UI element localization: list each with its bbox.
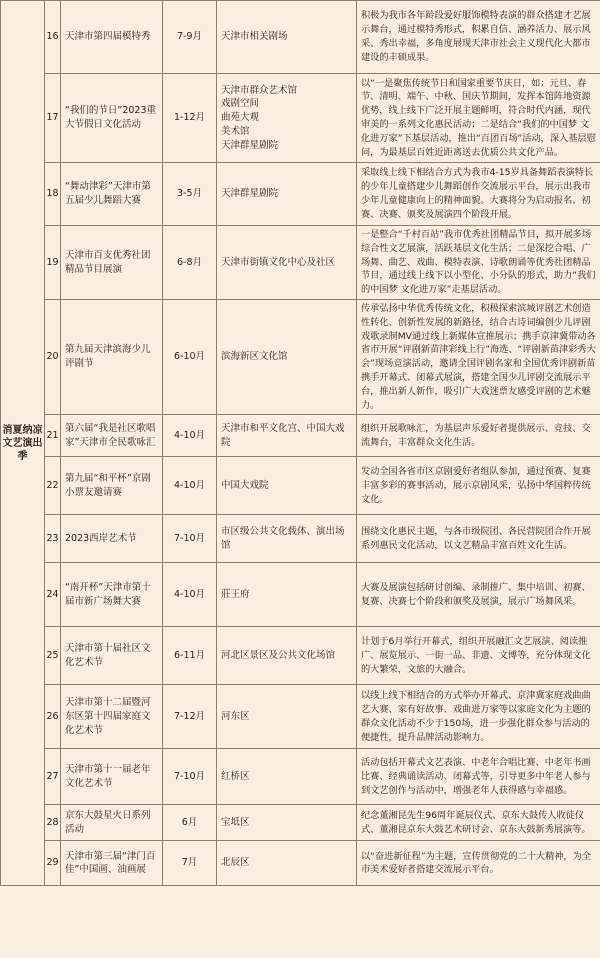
activity-time: 4-10月 xyxy=(163,457,217,515)
table-row xyxy=(1,457,600,515)
activity-venue: 河东区 xyxy=(217,685,357,749)
activity-time: 4-10月 xyxy=(163,415,217,457)
activity-time: 3-5月 xyxy=(163,163,217,226)
activity-venue: 市区级公共文化载体、演出场馆 xyxy=(217,515,357,563)
activity-venue: 天津市街镇文化中心及社区 xyxy=(217,226,357,300)
activity-venue: 天津市群众艺术馆 戏剧空间 曲苑大观 美术馆 天津群星剧院 xyxy=(217,74,357,163)
activity-venue: 北辰区 xyxy=(217,841,357,886)
activity-name: 第九届“和平杯”京剧小票友邀请赛 xyxy=(61,457,163,515)
activity-description: 计划于6月举行开幕式，组织开展融汇文艺展演、阅读推广、展览展示、一街一品、非遗、文博等，充分体现文化的大繁荣，文旅的大融合。 xyxy=(357,627,600,685)
activity-name: 天津市第四届模特秀 xyxy=(61,1,163,74)
activity-name: 天津市百支优秀社团精品节目展演 xyxy=(61,226,163,300)
activity-time: 4-10月 xyxy=(163,563,217,627)
activity-description: 传承弘扬中华优秀传统文化，积极探索滨城评剧艺术创造性转化、创新性发展的新路径，结合古诗词编创少儿评剧戏歌录制MV通过线上新媒体宣推展示；携手京津冀带动各省市开展“评剧新苗津彩线上行”海选、“评剧新苗津彩秀大会”现场竞演活动，邀请全国评剧名家和全国优秀评剧新苗携手开幕式、闭幕式展演，搭建全国少儿评剧交流展示平台，推出新人新作，吸引广大戏迷票友感受评剧的艺术魅力。 xyxy=(357,300,600,415)
row-number: 26 xyxy=(45,685,61,749)
table-row xyxy=(1,685,600,749)
row-number: 21 xyxy=(45,415,61,457)
activity-description: 一是整合“千村百站”我市优秀社团精品节目，拟开展多场综合性文艺展演，活跃基层文化生活；二是深挖合唱、广场舞、曲艺、戏曲、模特表演、诗歌朗诵等优秀社团精品节目，通过线上线下以小型化、小分队的形式，助力“我们的中国梦 文化进万家”走基层活动。 xyxy=(357,226,600,300)
row-number: 25 xyxy=(45,627,61,685)
table-row xyxy=(1,415,600,457)
activity-description: 活动包括开幕式文艺表演、中老年合唱比赛、中老年书画比赛、经典诵读活动、闭幕式等，引导更多中年老人参与到文艺创作与活动中，增强老年人获得感与幸福感。 xyxy=(357,749,600,805)
activity-description: 发动全国各省市区京剧爱好者组队参加，通过预赛、复赛丰富多彩的赛事活动，展示京剧风采，弘扬中华国粹传统文化。 xyxy=(357,457,600,515)
table-row xyxy=(1,749,600,805)
activity-venue: 河北区景区及公共文化场馆 xyxy=(217,627,357,685)
activity-name: 天津市第十届社区文化艺术节 xyxy=(61,627,163,685)
table-row xyxy=(1,300,600,415)
row-number: 23 xyxy=(45,515,61,563)
activity-description: 积极为我市各年龄段爱好服饰模特表演的群众搭建才艺展示舞台，通过模特秀形式，积累自信、涵养活力、展示风采、秀出幸福，多角度展现天津市社会主义现代化大都市建设的丰硕成果。 xyxy=(357,1,600,74)
table-row xyxy=(1,563,600,627)
activity-venue: 宝坻区 xyxy=(217,805,357,841)
activity-time: 1-12月 xyxy=(163,74,217,163)
category-cell: 消夏纳凉文艺演出季 xyxy=(1,1,45,886)
activity-name: 2023西岸艺术节 xyxy=(61,515,163,563)
activity-venue: 天津市和平文化宫、中国大戏院 xyxy=(217,415,357,457)
activity-time: 6月 xyxy=(163,805,217,841)
table-row xyxy=(1,805,600,841)
activity-description: 以“一是聚焦传统节日和国家重要节庆日，如：元旦、春节、清明、端午、中秋、国庆节期间，发挥本馆阵地资源优势，线上线下广泛开展主题鲜明，符合时代内涵，现代审美的一系列文化惠民活动；二是结合“我们的中国梦 文化进万家”下基层活动，推出“百团百场”活动，深入基层慰问，为最基层百姓近距离送去优质公共文化产品。 xyxy=(357,74,600,163)
activity-description: 采取线上线下相结合方式为我市4-15岁具备舞蹈表演特长的少年儿童搭建少儿舞蹈创作交流展示平台，展示出我市少年儿童健康向上的精神面貌。大赛将分为启动报名、初赛、决赛、颁奖及展演四个阶段开展。 xyxy=(357,163,600,226)
activity-time: 7-9月 xyxy=(163,1,217,74)
activity-time: 7-10月 xyxy=(163,515,217,563)
activity-venue: 红桥区 xyxy=(217,749,357,805)
activity-venue: 中国大戏院 xyxy=(217,457,357,515)
activity-name: 第六届“我是社区歌唱家”天津市全民歌咏汇 xyxy=(61,415,163,457)
table-row xyxy=(1,1,600,74)
activity-time: 7-10月 xyxy=(163,749,217,805)
activity-time: 6-11月 xyxy=(163,627,217,685)
activity-description: 以线上线下相结合的方式举办开幕式、京津冀家庭戏曲曲艺大赛、家有好故事、戏曲进万家等以家庭文化为主题的群众文化活动不少于150场，进一步强化群众参与活动的便捷性，提升品牌活动影响力。 xyxy=(357,685,600,749)
activity-name: “我们的节日”2023重大节假日文化活动 xyxy=(61,74,163,163)
table-row xyxy=(1,226,600,300)
activity-venue: 莊王府 xyxy=(217,563,357,627)
row-number: 28 xyxy=(45,805,61,841)
activity-name: 第九届天津滨海少儿评剧节 xyxy=(61,300,163,415)
activity-name: 京东大鼓星火日系列活动 xyxy=(61,805,163,841)
table-row xyxy=(1,74,600,163)
table-row xyxy=(1,841,600,886)
activity-name: “南开杯”天津市第十届市新广场舞大赛 xyxy=(61,563,163,627)
activity-venue: 滨海新区文化馆 xyxy=(217,300,357,415)
row-number: 16 xyxy=(45,1,61,74)
activity-name: “舞动津彩”天津市第五届少儿舞蹈大赛 xyxy=(61,163,163,226)
activity-time: 7月 xyxy=(163,841,217,886)
row-number: 20 xyxy=(45,300,61,415)
activity-venue: 天津市相关剧场 xyxy=(217,1,357,74)
row-number: 22 xyxy=(45,457,61,515)
activity-time: 6-10月 xyxy=(163,300,217,415)
row-number: 27 xyxy=(45,749,61,805)
table-row xyxy=(1,627,600,685)
activity-description: 组织开展歌咏汇，为基层声乐爱好者提供展示、竞技、交流舞台，丰富群众文化生活。 xyxy=(357,415,600,457)
row-number: 29 xyxy=(45,841,61,886)
activity-name: 天津市第十一届老年文化艺术节 xyxy=(61,749,163,805)
activity-name: 天津市第三届“津门百佳”中国画、油画展 xyxy=(61,841,163,886)
activity-time: 6-8月 xyxy=(163,226,217,300)
table-row xyxy=(1,163,600,226)
activity-description: 纪念董湘昆先生96周年诞辰仪式、京东大鼓传人收徒仪式、董湘昆京东大鼓艺术研讨会、京东大鼓新秀展演等。 xyxy=(357,805,600,841)
activity-time: 7-12月 xyxy=(163,685,217,749)
activity-description: 以“奋进新征程”为主题，宣传贯彻党的二十大精神，为全市美术爱好者搭建交流展示平台。 xyxy=(357,841,600,886)
row-number: 24 xyxy=(45,563,61,627)
activity-description: 大赛及展演包括研讨创编、录制推广、集中培训、初赛、复赛、决赛七个阶段和颁奖及展演，展示广场舞风采。 xyxy=(357,563,600,627)
row-number: 17 xyxy=(45,74,61,163)
activity-name: 天津市第十二届暨河东区第十四届家庭文化艺术节 xyxy=(61,685,163,749)
table-row xyxy=(1,515,600,563)
row-number: 18 xyxy=(45,163,61,226)
activity-venue: 天津群星剧院 xyxy=(217,163,357,226)
row-number: 19 xyxy=(45,226,61,300)
activity-description: 围绕文化惠民主题，与各市级院团、各民营院团合作开展系列惠民文化活动，以文艺精品丰富百姓文化生活。 xyxy=(357,515,600,563)
